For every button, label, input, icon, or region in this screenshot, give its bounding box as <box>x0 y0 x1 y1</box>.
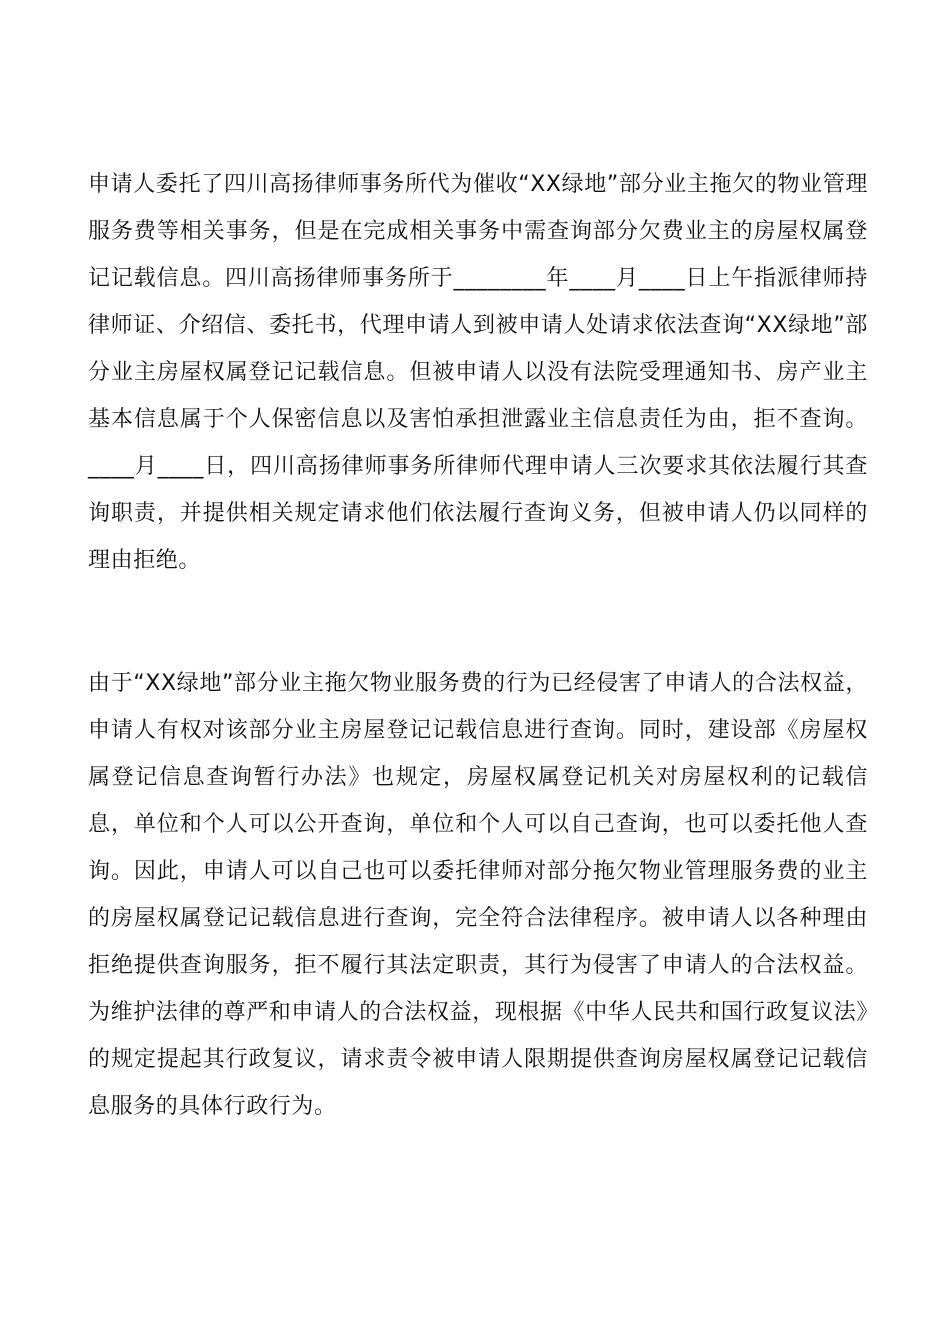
body-paragraph-1: 申请人委托了四川高扬律师事务所代为催收“XX绿地”部分业主拖欠的物业管理服务费等相关事务，但是在完成相关事务中需查询部分欠费业主的房屋权属登记记载信息。四川高扬律师事务所于________年____月____日上午指派律师持律师证、介绍信、委托书，代理申请人到被申请人处请求依法查询“XX绿地”部分业主房屋权属登记记载信息。但被申请人以没有法院受理通知书、房产业主基本信息属于个人保密信息以及害怕承担泄露业主信息责任为由，拒不查询。____月____日，四川高扬律师事务所律师代理申请人三次要求其依法履行其查询职责，并提供相关规定请求他们依法履行查询义务，但被申请人仍以同样的理由拒绝。 <box>88 172 868 573</box>
body-paragraph-2: 由于“XX绿地”部分业主拖欠物业服务费的行为已经侵害了申请人的合法权益，申请人有权对该部分业主房屋登记记载信息进行查询。同时，建设部《房屋权属登记信息查询暂行办法》也规定，房屋权属登记机关对房屋权利的记载信息，单位和个人可以公开查询，单位和个人可以自己查询，也可以委托他人查询。因此，申请人可以自己也可以委托律师对部分拖欠物业管理服务费的业主的房屋权属登记记载信息进行查询，完全符合法律程序。被申请人以各种理由拒绝提供查询服务，拒不履行其法定职责，其行为侵害了申请人的合法权益。为维护法律的尊严和申请人的合法权益，现根据《中华人民共和国行政复议法》的规定提起其行政复议，请求责令被申请人限期提供查询房屋权属登记记载信息服务的具体行政行为。 <box>88 671 869 1119</box>
